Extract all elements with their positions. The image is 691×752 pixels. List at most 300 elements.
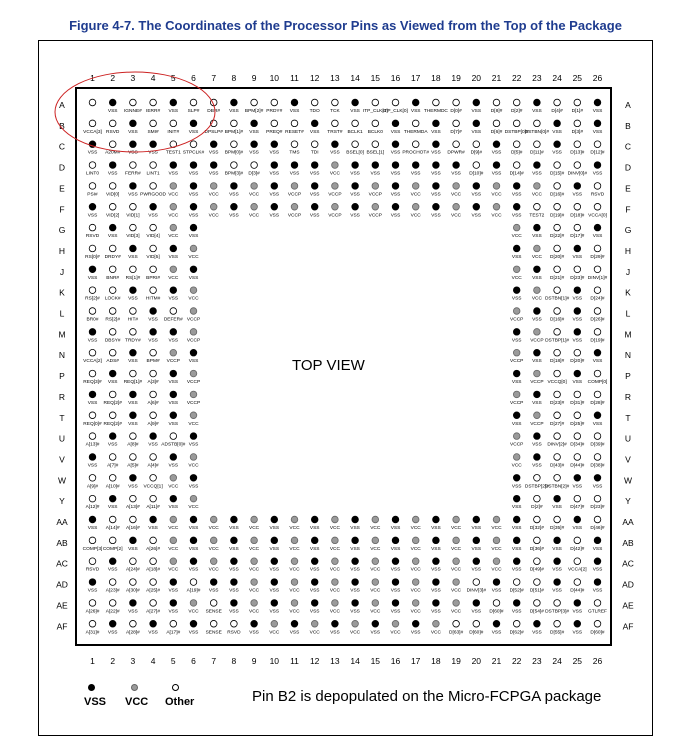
pin-D22	[513, 162, 520, 169]
pin-T25	[574, 412, 581, 419]
pin-label-AF18: VCC	[430, 630, 441, 636]
row-label-left: D	[58, 162, 66, 173]
pin-label-F8: VSS	[229, 213, 239, 219]
pin-AE8	[231, 600, 238, 607]
pin-label-H23: VCC	[531, 254, 542, 260]
pin-J24	[554, 266, 561, 273]
pin-label-C26: D[12]#	[590, 150, 605, 156]
pin-label-W3: VSS	[128, 484, 138, 490]
pin-U23	[534, 433, 541, 440]
row-label-left: AF	[56, 621, 68, 632]
pin-AE25	[574, 600, 581, 607]
pin-V24	[554, 454, 561, 461]
pin-D15	[372, 162, 379, 169]
pin-P2	[109, 370, 116, 377]
pin-label-B22: DSTBP[0]#	[504, 129, 529, 135]
pin-T22	[513, 412, 520, 419]
pin-label-AB17: VCC	[410, 546, 421, 552]
pin-AC20	[473, 558, 480, 565]
column-label-top: 4	[150, 73, 156, 83]
pin-C6	[190, 141, 197, 148]
pin-label-K6: VCC	[188, 296, 199, 302]
row-label-right: G	[624, 225, 632, 236]
pin-label-U26: D[39]#	[590, 442, 605, 448]
pin-label-R22: VCCP	[510, 400, 524, 406]
pin-E14	[352, 183, 359, 190]
pin-label-E15: VCCP	[368, 192, 382, 198]
pin-C15	[372, 141, 379, 148]
pin-R24	[554, 391, 561, 398]
pin-R4	[150, 391, 157, 398]
column-label-bottom: 17	[410, 656, 421, 666]
pin-label-N24: D[18]#	[550, 359, 565, 365]
pin-E2	[109, 183, 116, 190]
pin-label-K26: D[24]#	[590, 296, 605, 302]
pin-label-W24: DSTBN[2]#	[544, 484, 570, 490]
pin-label-C6: STPCLK#	[182, 150, 205, 156]
pin-label-N26: VSS	[592, 359, 603, 365]
pin-label-B6: VSS	[188, 129, 199, 135]
pin-E22	[513, 183, 520, 190]
pin-AF3	[130, 620, 137, 627]
pin-D13	[332, 162, 339, 169]
pin-label-D3: FERR#	[125, 171, 141, 177]
pin-label-AB8: VSS	[229, 546, 239, 552]
pin-label-V22: VCC	[511, 463, 522, 469]
row-label-left: K	[59, 287, 65, 298]
pin-AB6	[190, 537, 197, 544]
pin-M25	[574, 329, 581, 336]
pin-label-A19: D[0]#	[450, 109, 462, 114]
column-label-top: 19	[451, 73, 461, 83]
pin-label-W4: VCCQ[1]	[143, 484, 163, 490]
pin-P22	[513, 370, 520, 377]
pin-V1	[89, 454, 96, 461]
row-label-right: AF	[622, 621, 634, 632]
pin-label-AA9: VCC	[249, 526, 260, 531]
pin-label-D18: VSS	[431, 171, 441, 177]
depopulation-note: Pin B2 is depopulated on the Micro-FCPGA package	[252, 688, 602, 705]
pin-label-A4: IERR#	[146, 109, 161, 114]
pin-label-L26: D[26]#	[590, 317, 605, 323]
pin-label-V4: A[4]#	[147, 463, 159, 469]
pin-G25	[574, 224, 581, 231]
pin-label-J26: DINV[1]#	[587, 275, 608, 281]
pin-label-F22: VSS	[511, 213, 522, 219]
pin-label-F1: VSS	[87, 213, 98, 219]
pin-label-AE13: VCC	[329, 609, 340, 615]
pin-label-C11: TMS	[289, 150, 300, 156]
pin-H25	[574, 245, 581, 252]
pin-F14	[352, 203, 359, 210]
pin-F4	[150, 203, 157, 210]
pin-label-AE21: D[60]#	[489, 609, 504, 615]
pin-label-P25: VSS	[572, 380, 583, 386]
pin-label-C5: TEST1	[165, 150, 181, 156]
pin-label-AE12: VSS	[309, 609, 320, 615]
pin-V22	[513, 454, 520, 461]
pin-label-AF1: A[31]#	[85, 630, 100, 636]
column-label-bottom: 12	[309, 656, 320, 666]
pin-label-E8: VSS	[229, 192, 239, 198]
pin-label-C2: A20M#	[105, 150, 121, 156]
pin-label-AF7: SENSE	[205, 630, 222, 636]
pin-AE2	[109, 600, 116, 607]
column-label-top: 22	[511, 73, 522, 83]
pin-AF8	[231, 620, 238, 627]
pin-AE22	[513, 600, 520, 607]
pin-B24	[554, 120, 561, 127]
row-label-right: H	[624, 245, 632, 256]
legend-vss-dot	[88, 684, 95, 691]
pin-label-F2: VID[2]	[106, 213, 120, 219]
pin-label-AB11: VCC	[289, 546, 300, 552]
pin-label-K23: VCC	[531, 296, 542, 302]
pin-label-J4: BPRI#	[146, 275, 161, 281]
pin-AC3	[130, 558, 137, 565]
pin-A18	[433, 99, 440, 106]
pin-label-G2: VSS	[107, 234, 118, 240]
pin-N24	[554, 349, 561, 356]
pin-label-AF20: D[60]#	[469, 630, 484, 636]
pin-label-C15: BSEL[1]	[366, 150, 385, 156]
pin-label-AC25: VCCA[2]	[567, 567, 587, 573]
pin-AE24	[554, 600, 561, 607]
pin-AB14	[352, 537, 359, 544]
pin-label-L24: D[16]#	[550, 317, 565, 323]
pin-label-P2: VSS	[107, 380, 118, 386]
pin-N5	[170, 349, 177, 356]
pin-label-D4: LINT1	[146, 171, 160, 177]
pin-label-AB21: VCC	[491, 546, 502, 552]
pin-A24	[554, 99, 561, 106]
pin-G3	[130, 224, 137, 231]
pin-label-AE4: A[27]#	[146, 609, 161, 615]
pin-label-D1: LINT0	[85, 171, 100, 177]
pin-AC10	[271, 558, 278, 565]
pin-Y25	[574, 495, 581, 502]
pin-label-N2: ADS#	[106, 359, 119, 365]
pin-B6	[190, 120, 197, 127]
pin-AA15	[372, 516, 379, 523]
pin-AC15	[372, 558, 379, 565]
pin-Y2	[109, 495, 116, 502]
pin-V26	[594, 454, 601, 461]
pin-label-V23: VSS	[532, 463, 542, 469]
pin-AC12	[311, 558, 318, 565]
pin-F24	[554, 203, 561, 210]
pin-N25	[574, 349, 581, 356]
pin-label-F16: VSS	[390, 213, 401, 219]
pin-label-U6: VSS	[188, 442, 199, 448]
pin-label-D26: VSS	[592, 171, 603, 177]
pin-label-E22: VSS	[511, 192, 522, 198]
pin-label-K3: VSS	[128, 296, 138, 302]
pin-F2	[109, 203, 116, 210]
pin-label-E13: VCCP	[328, 192, 342, 198]
pin-label-AC19: VCC	[451, 567, 462, 573]
pin-label-F3: VID[1]	[126, 213, 140, 219]
pin-K3	[130, 287, 137, 294]
pin-label-AD23: D[51]#	[529, 588, 544, 594]
pin-AE14	[352, 600, 359, 607]
pin-B11	[291, 120, 298, 127]
pin-label-AC15: VCC	[370, 567, 381, 573]
pin-P4	[150, 370, 157, 377]
pin-label-AD6: A[19]#	[186, 588, 201, 594]
column-label-top: 12	[309, 73, 320, 83]
row-label-right: M	[624, 329, 632, 340]
pin-label-H22: VSS	[511, 254, 522, 260]
pin-label-B13: TRST#	[327, 129, 343, 135]
pin-J3	[130, 266, 137, 273]
pin-label-J1: VSS	[87, 275, 98, 281]
pin-label-AA18: VSS	[431, 526, 441, 531]
pin-label-C3: VSS	[128, 150, 138, 156]
legend-vcc-label: VCC	[125, 696, 149, 708]
pin-F19	[453, 203, 460, 210]
pin-label-R24: D[23]#	[550, 400, 565, 406]
pin-W6	[190, 475, 197, 482]
pin-label-F17: VCC	[410, 213, 421, 219]
pin-label-E3: VSS	[128, 192, 138, 198]
legend-other-dot	[172, 684, 179, 691]
pin-B16	[392, 120, 399, 127]
pin-label-E24: D[16]#	[550, 192, 565, 198]
pin-label-W26: VSS	[592, 484, 603, 490]
pin-C21	[493, 141, 500, 148]
pin-label-W25: VSS	[572, 484, 583, 490]
pin-J4	[150, 266, 157, 273]
pin-label-AD9: VCC	[249, 588, 260, 594]
pin-label-V3: A[5]#	[127, 463, 139, 469]
column-label-bottom: 8	[231, 656, 237, 666]
pin-label-F13: VCCP	[328, 213, 342, 219]
pin-A9	[251, 99, 258, 106]
pin-label-AE15: VCC	[370, 609, 381, 615]
pin-label-W22: VSS	[511, 484, 522, 490]
pin-AF7	[210, 620, 217, 627]
pin-M1	[89, 329, 96, 336]
pin-label-F11: VCCP	[287, 213, 302, 219]
pin-label-AB16: VSS	[390, 546, 401, 552]
pin-E19	[453, 183, 460, 190]
row-label-right: Y	[625, 496, 631, 507]
pin-label-T23: VCCP	[530, 421, 544, 427]
pin-label-W5: VCC	[168, 484, 179, 490]
pin-label-AD26: VSS	[592, 588, 603, 594]
pin-W1	[89, 475, 96, 482]
pin-label-K4: HITM#	[145, 296, 161, 302]
pin-label-Y3: A[13]#	[125, 505, 140, 511]
row-label-right: R	[624, 391, 632, 402]
pin-AB12	[311, 537, 318, 544]
pin-label-W1: A[9]#	[86, 484, 99, 490]
pin-AD23	[534, 579, 541, 586]
pin-E5	[170, 183, 177, 190]
pin-W22	[513, 475, 520, 482]
column-label-bottom: 2	[110, 656, 116, 666]
pin-label-AF15: VSS	[370, 630, 381, 636]
pin-label-AD15: VCC	[370, 588, 381, 594]
pin-F13	[332, 203, 339, 210]
pin-W4	[150, 475, 157, 482]
pin-AB5	[170, 537, 177, 544]
pin-N26	[594, 349, 601, 356]
pin-label-D7: VSS	[208, 171, 219, 177]
pin-label-V1: VSS	[87, 463, 98, 469]
pin-U25	[574, 433, 581, 440]
column-label-top: 8	[231, 73, 237, 83]
pin-label-K5: VSS	[168, 296, 179, 302]
pin-label-P22: VSS	[511, 380, 522, 386]
pin-label-C16: VSS	[390, 150, 401, 156]
pin-H6	[190, 245, 197, 252]
pin-label-E26: RSVD	[590, 192, 605, 198]
pin-AC24	[554, 558, 561, 565]
pin-N2	[109, 349, 116, 356]
pin-C19	[453, 141, 460, 148]
column-label-top: 24	[552, 73, 562, 83]
pin-label-G5: VCC	[168, 234, 179, 240]
pin-F11	[291, 203, 298, 210]
pin-label-Y5: VSS	[168, 505, 179, 511]
pin-AA25	[574, 516, 581, 523]
pin-L22	[513, 308, 520, 315]
pin-label-E12: VSS	[309, 192, 320, 198]
pin-AA23	[534, 516, 541, 523]
pin-label-Y26: D[23]#	[590, 505, 605, 511]
pin-AB22	[513, 537, 520, 544]
pin-D6	[190, 162, 197, 169]
pin-C24	[554, 141, 561, 148]
pin-F8	[231, 203, 238, 210]
pin-label-AE7: SENSE	[205, 609, 222, 615]
pin-AD20	[473, 579, 480, 586]
pin-N6	[190, 349, 197, 356]
pin-label-K1: RS[2]#	[85, 296, 100, 302]
pin-AA26	[594, 516, 601, 523]
pin-label-G22: VCC	[511, 234, 522, 240]
column-label-top: 2	[110, 73, 116, 83]
row-label-right: AB	[622, 537, 634, 548]
pin-label-Y4: A[11]#	[146, 505, 160, 511]
pin-D25	[574, 162, 581, 169]
pin-label-E18: VSS	[431, 192, 441, 198]
pin-label-AC13: VCC	[329, 567, 340, 573]
pin-T26	[594, 412, 601, 419]
pin-AE6	[190, 600, 197, 607]
pin-L6	[190, 308, 197, 315]
pin-A15	[372, 99, 379, 106]
pin-label-AC6: VSS	[188, 567, 199, 573]
pin-N3	[130, 349, 137, 356]
row-label-left: R	[58, 391, 66, 402]
pin-label-B10: PREQ#	[266, 129, 283, 135]
pin-D24	[554, 162, 561, 169]
column-label-bottom: 1	[90, 656, 95, 666]
pin-E20	[473, 183, 480, 190]
pin-label-AC20: VSS	[471, 567, 482, 573]
pin-AE21	[493, 600, 500, 607]
pin-C13	[332, 141, 339, 148]
top-view-label: TOP VIEW	[292, 357, 365, 374]
pin-AA12	[311, 516, 318, 523]
pin-label-J24: D[21]#	[550, 275, 565, 281]
pin-label-AF13: VSS	[330, 630, 340, 636]
pin-label-AF22: D[62]#	[509, 630, 524, 636]
row-label-right: K	[625, 287, 631, 298]
column-label-bottom: 15	[370, 656, 381, 666]
pin-label-AD12: VSS	[309, 588, 320, 594]
pin-A8	[231, 99, 238, 106]
pin-K4	[150, 287, 157, 294]
pin-AE23	[534, 600, 541, 607]
pin-label-B19: D[7]#	[450, 129, 462, 135]
pin-label-C17: PROCHOT#	[402, 150, 430, 156]
pin-W26	[594, 475, 601, 482]
pin-G6	[190, 224, 197, 231]
pin-label-AE6: VCC	[188, 609, 199, 615]
pin-B23	[534, 120, 541, 127]
pin-label-AD21: VSS	[491, 588, 502, 594]
pin-label-AC14: VSS	[350, 567, 360, 573]
pin-N22	[513, 349, 520, 356]
pin-AC14	[352, 558, 359, 565]
pin-label-AE1: A[26]#	[85, 609, 100, 615]
pin-E16	[392, 183, 399, 190]
pin-label-F15: VCCP	[368, 213, 382, 219]
pin-label-N23: VSS	[532, 359, 542, 365]
pin-W25	[574, 475, 581, 482]
pin-AB20	[473, 537, 480, 544]
pin-label-B21: D[6]#	[490, 129, 503, 135]
pin-A14	[352, 99, 359, 106]
column-label-bottom: 19	[451, 656, 461, 666]
pin-G1	[89, 224, 96, 231]
pin-D26	[594, 162, 601, 169]
pin-B20	[473, 120, 480, 127]
pin-AF21	[493, 620, 500, 627]
pin-label-F18: VSS	[431, 213, 441, 219]
pin-label-T25: D[25]#	[570, 421, 585, 427]
pin-label-E23: VCC	[531, 192, 542, 198]
pin-label-C18: VSS	[431, 150, 441, 156]
pin-B22	[513, 120, 520, 127]
pin-label-D6: VSS	[188, 171, 199, 177]
pin-U6	[190, 433, 197, 440]
pin-label-AF17: VSS	[410, 630, 421, 636]
pin-label-AB9: VCC	[249, 546, 260, 552]
pin-K25	[574, 287, 581, 294]
row-label-right: L	[625, 308, 631, 319]
pin-J25	[574, 266, 581, 273]
pin-label-E2: VID[0]	[106, 192, 120, 198]
pin-AF9	[251, 620, 258, 627]
pin-AD1	[89, 579, 96, 586]
pin-AF23	[534, 620, 541, 627]
pin-label-F7: VCC	[208, 213, 219, 219]
legend-vss-label: VSS	[84, 696, 107, 708]
pin-L23	[534, 308, 541, 315]
pin-T6	[190, 412, 197, 419]
pin-H4	[150, 245, 157, 252]
pin-AB7	[210, 537, 217, 544]
pin-C2	[109, 141, 116, 148]
pin-label-D22: D[14]#	[509, 171, 524, 177]
pin-label-F6: VSS	[188, 213, 199, 219]
pin-AB18	[433, 537, 440, 544]
